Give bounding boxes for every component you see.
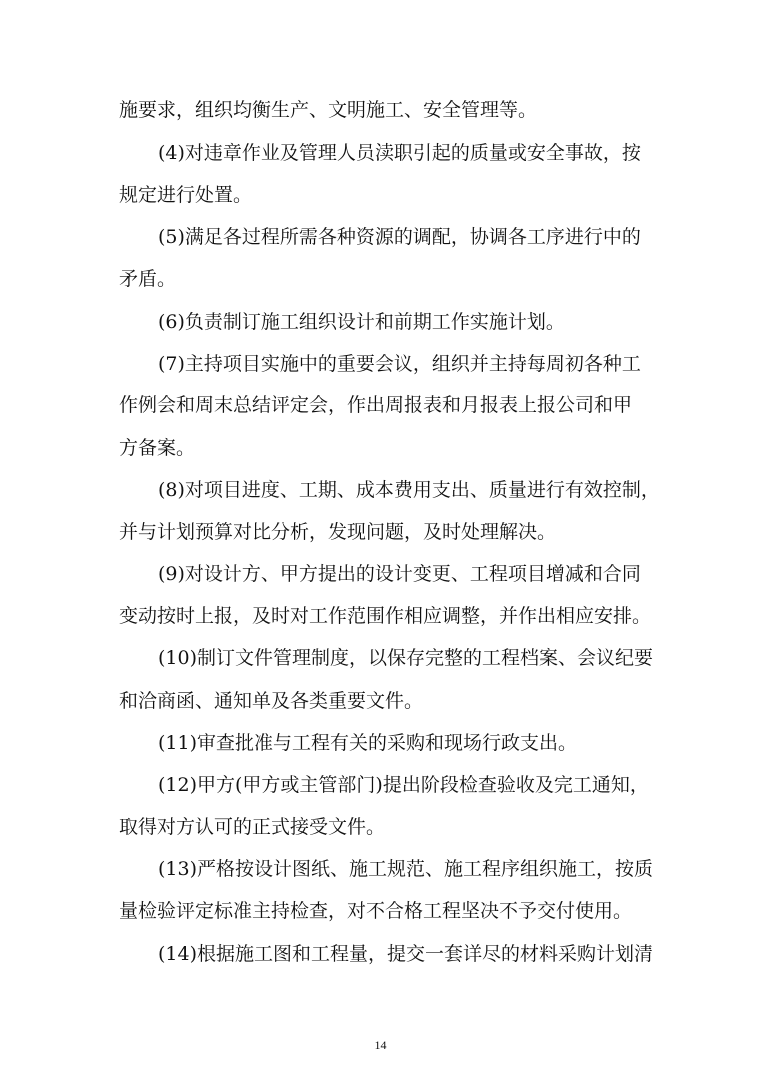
text-line: 取得对方认可的正式接受文件。 [119, 816, 386, 838]
text-line: 变动按时上报，及时对工作范围作相应调整，并作出相应安排。 [119, 605, 652, 627]
text-line: 矛盾。 [119, 268, 177, 290]
text-line: (10)制订文件管理制度，以保存完整的工程档案、会议纪要 [158, 647, 654, 669]
text-line: 方备案。 [119, 437, 196, 459]
text-line: 量检验评定标准主持检查，对不合格工程坚决不予交付使用。 [119, 900, 633, 922]
text-line: (9)对设计方、甲方提出的设计变更、工程项目增减和合同 [158, 563, 641, 585]
page-number: 14 [374, 1038, 387, 1052]
text-line: (13)严格按设计图纸、施工规范、施工程序组织施工，按质 [158, 858, 654, 880]
text-line: 和洽商函、通知单及各类重要文件。 [119, 690, 424, 712]
text-line: (11)审查批准与工程有关的采购和现场行政支出。 [158, 732, 578, 754]
text-line: (14)根据施工图和工程量，提交一套详尽的材料采购计划清 [158, 943, 654, 965]
text-line: 施要求，组织均衡生产、文明施工、安全管理等。 [119, 99, 538, 121]
text-line: (6)负责制订施工组织设计和前期工作实施计划。 [158, 311, 565, 333]
text-line: (5)满足各过程所需各种资源的调配，协调各工序进行中的 [158, 226, 641, 248]
text-line: (7)主持项目实施中的重要会议，组织并主持每周初各种工 [158, 353, 641, 375]
text-line: (8)对项目进度、工期、成本费用支出、质量进行有效控制， [158, 479, 660, 501]
text-line: (4)对违章作业及管理人员渎职引起的质量或安全事故，按 [158, 142, 641, 164]
text-line: 并与计划预算对比分析，发现问题，及时处理解决。 [119, 521, 557, 543]
text-line: (12)甲方(甲方或主管部门)提出阶段检查验收及完工通知， [158, 774, 649, 796]
text-line: 作例会和周末总结评定会，作出周报表和月报表上报公司和甲 [119, 394, 633, 416]
text-line: 规定进行处置。 [119, 184, 253, 206]
